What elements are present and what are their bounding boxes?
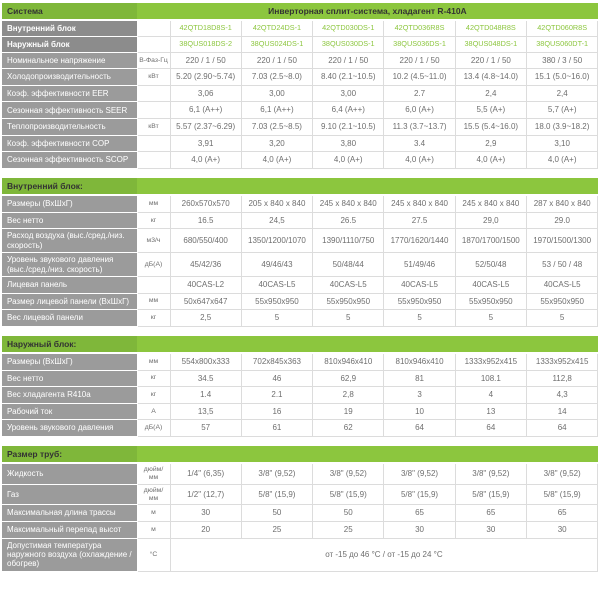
unit-label: кг	[137, 387, 170, 404]
spec-label: Уровень звукового давления (выс./сред./низ. скорость)	[2, 253, 137, 277]
system-title: Инверторная сплит-система, хладагент R-410A	[137, 3, 598, 20]
indoor-unit-row-label: Внутренний блок	[2, 20, 137, 36]
unit-label: В-Фаз-Гц	[137, 52, 170, 69]
section-title: Внутренний блок:	[2, 178, 137, 195]
spec-value: 26.5	[313, 212, 384, 229]
spec-value: 19	[313, 403, 384, 420]
spec-value: 64	[526, 420, 597, 437]
spec-label: Газ	[2, 484, 137, 505]
spec-value: 287 x 840 x 840	[526, 195, 597, 212]
spec-value: 34.5	[170, 370, 241, 387]
outdoor-model: 38QUS018DS-2	[170, 36, 241, 52]
spec-value: 2,8	[313, 387, 384, 404]
spec-value: 65	[455, 505, 526, 522]
table-row	[2, 538, 598, 571]
spec-label: Жидкость	[2, 463, 137, 484]
outdoor-model: 38QUS060DT-1	[526, 36, 597, 52]
spec-value: 810x946x410	[384, 353, 455, 370]
spec-value: 40CAS-L5	[313, 276, 384, 293]
unit-label: кг	[137, 212, 170, 229]
spec-value: 15.1 (5.0~16.0)	[526, 69, 597, 86]
spec-value: 13,5	[170, 403, 241, 420]
spec-value: 3.4	[384, 135, 455, 152]
spec-value: 30	[384, 521, 455, 538]
spec-label: Лицевая панель	[2, 276, 137, 293]
spec-value: 260x570x570	[170, 195, 241, 212]
unit-label: м3/ч	[137, 229, 170, 253]
spec-value: 13.4 (4.8~14.0)	[455, 69, 526, 86]
spec-value: 4,0 (A+)	[455, 152, 526, 169]
spec-label: Размеры (ВхШхГ)	[2, 195, 137, 212]
table-row	[2, 370, 598, 387]
section-title-fill	[137, 446, 598, 463]
spec-label: Расход воздуха (выс./сред./низ. скорость)	[2, 229, 137, 253]
spec-value: 40CAS-L5	[384, 276, 455, 293]
spec-value: 45/42/36	[170, 253, 241, 277]
spec-value: 1333x952x415	[526, 353, 597, 370]
spec-value: 4,3	[526, 387, 597, 404]
spec-value: 702x845x363	[241, 353, 312, 370]
spec-value: 2,4	[526, 85, 597, 102]
spec-table-section-2	[2, 336, 598, 437]
spec-value: 4,0 (A+)	[241, 152, 312, 169]
spec-value: 64	[384, 420, 455, 437]
indoor-model: 42QTD036R8S	[384, 20, 455, 36]
spec-value: 57	[170, 420, 241, 437]
table-row	[2, 212, 598, 229]
spec-value: 11.3 (3.7~13.7)	[384, 119, 455, 136]
spec-label: Номинальное напряжение	[2, 52, 137, 69]
table-row	[2, 253, 598, 277]
spec-value: 55x950x950	[384, 293, 455, 310]
spec-value: 27.5	[384, 212, 455, 229]
spec-value: 108.1	[455, 370, 526, 387]
outdoor-unit-row-label: Наружный блок	[2, 36, 137, 52]
spec-value: 3,06	[170, 85, 241, 102]
spec-table-section-3	[2, 446, 598, 572]
spec-value: 30	[455, 521, 526, 538]
spec-value: 20	[170, 521, 241, 538]
spec-value: 5	[526, 310, 597, 327]
spec-value: 3,00	[241, 85, 312, 102]
spec-label: Размеры (ВхШхГ)	[2, 353, 137, 370]
spec-value: 9.10 (2.1~10.5)	[313, 119, 384, 136]
table-row	[2, 310, 598, 327]
spec-value: 7.03 (2.5~8.0)	[241, 69, 312, 86]
spec-value: 1.4	[170, 387, 241, 404]
spec-value: 7.03 (2.5~8.5)	[241, 119, 312, 136]
table-row	[2, 102, 598, 119]
spec-value: 4	[455, 387, 526, 404]
indoor-model: 42QTD18D8S-1	[170, 20, 241, 36]
spec-value: 10.2 (4.5~11.0)	[384, 69, 455, 86]
spec-value: 51/49/46	[384, 253, 455, 277]
spec-value: 25	[313, 521, 384, 538]
spec-value: 5	[384, 310, 455, 327]
spec-value: 3/8" (9,52)	[241, 463, 312, 484]
unit-label: мм	[137, 293, 170, 310]
unit-label: А	[137, 403, 170, 420]
spec-value: 49/46/43	[241, 253, 312, 277]
spec-label: Размер лицевой панели (ВхШхГ)	[2, 293, 137, 310]
spec-value: 2,5	[170, 310, 241, 327]
unit-label	[137, 135, 170, 152]
spec-value: 5/8" (15,9)	[313, 484, 384, 505]
spec-value: 4,0 (A+)	[526, 152, 597, 169]
table-row	[2, 484, 598, 505]
table-row	[2, 403, 598, 420]
spec-label: Сезонная эффективность SCOP	[2, 152, 137, 169]
outdoor-model: 38QUS048DS-1	[455, 36, 526, 52]
spec-value: 50/48/44	[313, 253, 384, 277]
spec-value: 220 / 1 / 50	[241, 52, 312, 69]
spec-value: 3,20	[241, 135, 312, 152]
spec-value: 55x950x950	[241, 293, 312, 310]
spec-value: 554x800x333	[170, 353, 241, 370]
spec-value: 1350/1200/1070	[241, 229, 312, 253]
spec-value: 62	[313, 420, 384, 437]
unit-label: мм	[137, 353, 170, 370]
unit-label: дБ(А)	[137, 420, 170, 437]
spec-value: 30	[170, 505, 241, 522]
spec-value: 5,7 (A+)	[526, 102, 597, 119]
spec-table-main	[2, 3, 598, 169]
table-row	[2, 276, 598, 293]
spec-value: 14	[526, 403, 597, 420]
section-title-fill	[137, 178, 598, 195]
spec-label: Холодопроизводительность	[2, 69, 137, 86]
unit-label: дюйм/ мм	[137, 484, 170, 505]
spec-value: 3/8" (9,52)	[313, 463, 384, 484]
spec-value: 40CAS-L5	[455, 276, 526, 293]
section-title: Наружный блок:	[2, 336, 137, 353]
spec-table-section-1	[2, 178, 598, 327]
spec-value: 3/8" (9,52)	[384, 463, 455, 484]
table-row	[2, 353, 598, 370]
spec-value: 46	[241, 370, 312, 387]
spec-value: 3,91	[170, 135, 241, 152]
table-row	[2, 229, 598, 253]
table-row	[2, 463, 598, 484]
spec-value: 2,9	[455, 135, 526, 152]
spec-value: 245 x 840 x 840	[455, 195, 526, 212]
spec-value: 1870/1700/1500	[455, 229, 526, 253]
spec-value: 50x647x647	[170, 293, 241, 310]
spec-label: Уровень звукового давления	[2, 420, 137, 437]
spec-value: 52/50/48	[455, 253, 526, 277]
spec-value: 1/4" (6,35)	[170, 463, 241, 484]
spec-value: 380 / 3 / 50	[526, 52, 597, 69]
spec-value: 50	[313, 505, 384, 522]
spec-value: 1390/1110/750	[313, 229, 384, 253]
spec-value: 1770/1620/1440	[384, 229, 455, 253]
spec-value: 220 / 1 / 50	[170, 52, 241, 69]
spec-value: 50	[241, 505, 312, 522]
spec-label: Максимальная длина трассы	[2, 505, 137, 522]
spec-value: 5.20 (2.90~5.74)	[170, 69, 241, 86]
table-row	[2, 36, 598, 52]
spec-value: 3/8" (9,52)	[455, 463, 526, 484]
spec-value: 25	[241, 521, 312, 538]
spec-value: 5/8" (15,9)	[455, 484, 526, 505]
indoor-model: 42QTD060R8S	[526, 20, 597, 36]
system-label: Система	[2, 3, 137, 20]
section-header-row	[2, 336, 598, 353]
spec-value: 18.0 (3.9~18.2)	[526, 119, 597, 136]
spec-value: 3/8" (9,52)	[526, 463, 597, 484]
unit-label	[137, 85, 170, 102]
spec-value: 81	[384, 370, 455, 387]
spec-value: 5	[241, 310, 312, 327]
outdoor-model: 38QUS030DS-1	[313, 36, 384, 52]
table-row	[2, 293, 598, 310]
spec-value: 1970/1500/1300	[526, 229, 597, 253]
spec-value: 29,0	[455, 212, 526, 229]
section-title: Размер труб:	[2, 446, 137, 463]
spec-value: 64	[455, 420, 526, 437]
spec-value: 29.0	[526, 212, 597, 229]
outdoor-model: 38QUS024DS-1	[241, 36, 312, 52]
spec-value: 220 / 1 / 50	[455, 52, 526, 69]
spec-value: 220 / 1 / 50	[384, 52, 455, 69]
spec-value: 53 / 50 / 48	[526, 253, 597, 277]
spec-value: 65	[526, 505, 597, 522]
spec-label: Сезонная эффективность SEER	[2, 102, 137, 119]
spec-value: 15.5 (5.4~16.0)	[455, 119, 526, 136]
spec-value: 55x950x950	[313, 293, 384, 310]
indoor-model: 42QTD24DS-1	[241, 20, 312, 36]
spec-value: 3,80	[313, 135, 384, 152]
outdoor-model: 38QUS036DS-1	[384, 36, 455, 52]
unit-label	[137, 276, 170, 293]
spec-value: 4,0 (A+)	[313, 152, 384, 169]
spec-value: 6,1 (A++)	[241, 102, 312, 119]
spec-label: Коэф. эффективности EER	[2, 85, 137, 102]
spec-value: 680/550/400	[170, 229, 241, 253]
spec-value: 6,0 (A+)	[384, 102, 455, 119]
spec-value: 245 x 840 x 840	[313, 195, 384, 212]
unit-label: кг	[137, 370, 170, 387]
table-row	[2, 387, 598, 404]
spec-label: Вес лицевой панели	[2, 310, 137, 327]
unit-label	[137, 36, 170, 52]
spec-value: 245 x 840 x 840	[384, 195, 455, 212]
spec-label: Теплопроизводительность	[2, 119, 137, 136]
unit-label: кг	[137, 310, 170, 327]
spec-value: 55x950x950	[526, 293, 597, 310]
unit-label: мм	[137, 195, 170, 212]
section-title-fill	[137, 336, 598, 353]
indoor-model: 42QTD030DS-1	[313, 20, 384, 36]
spec-value: 40CAS-L2	[170, 276, 241, 293]
spec-value: 62,9	[313, 370, 384, 387]
spec-value: 2.1	[241, 387, 312, 404]
spec-value: 5/8" (15,9)	[384, 484, 455, 505]
indoor-model: 42QTD048R8S	[455, 20, 526, 36]
table-row	[2, 52, 598, 69]
spec-value: 2,4	[455, 85, 526, 102]
spec-value: 13	[455, 403, 526, 420]
spec-value: 10	[384, 403, 455, 420]
unit-label: дБ(А)	[137, 253, 170, 277]
spec-value: 24,5	[241, 212, 312, 229]
table-row	[2, 505, 598, 522]
spec-value: 1/2" (12,7)	[170, 484, 241, 505]
spec-value: 6,1 (A++)	[170, 102, 241, 119]
spec-label: Допустимая температура наружного воздуха (охлаждение / обогрев)	[2, 538, 137, 571]
spec-value: 3,00	[313, 85, 384, 102]
table-row	[2, 135, 598, 152]
spec-value-merged: от -15 до 46 °С / от -15 до 24 °С	[170, 538, 598, 571]
spec-value: 5	[455, 310, 526, 327]
spec-value: 3,10	[526, 135, 597, 152]
system-header-row	[2, 3, 598, 20]
spec-value: 4,0 (A+)	[170, 152, 241, 169]
spec-value: 1333x952x415	[455, 353, 526, 370]
section-header-row	[2, 178, 598, 195]
spec-value: 30	[526, 521, 597, 538]
spec-label: Вес нетто	[2, 370, 137, 387]
spec-label: Рабочий ток	[2, 403, 137, 420]
spec-value: 3	[384, 387, 455, 404]
spec-value: 5.57 (2.37~6.29)	[170, 119, 241, 136]
unit-label	[137, 152, 170, 169]
spec-label: Коэф. эффективности COP	[2, 135, 137, 152]
spec-value: 40CAS-L5	[526, 276, 597, 293]
spec-label: Максимальный перепад высот	[2, 521, 137, 538]
spec-value: 810x946x410	[313, 353, 384, 370]
spec-value: 220 / 1 / 50	[313, 52, 384, 69]
unit-label	[137, 20, 170, 36]
section-header-row	[2, 446, 598, 463]
unit-label: °С	[137, 538, 170, 571]
spec-value: 40CAS-L5	[241, 276, 312, 293]
spec-value: 65	[384, 505, 455, 522]
table-row	[2, 521, 598, 538]
table-row	[2, 85, 598, 102]
spec-value: 4,0 (A+)	[384, 152, 455, 169]
unit-label: кВт	[137, 69, 170, 86]
unit-label	[137, 102, 170, 119]
spec-value: 5	[313, 310, 384, 327]
table-row	[2, 420, 598, 437]
spec-label: Вес нетто	[2, 212, 137, 229]
spec-value: 61	[241, 420, 312, 437]
table-row	[2, 69, 598, 86]
spec-value: 16.5	[170, 212, 241, 229]
spec-value: 16	[241, 403, 312, 420]
table-row	[2, 195, 598, 212]
spec-value: 55x950x950	[455, 293, 526, 310]
table-row	[2, 119, 598, 136]
unit-label: кВт	[137, 119, 170, 136]
spec-label: Вес хладагента R410a	[2, 387, 137, 404]
spec-value: 6,4 (A++)	[313, 102, 384, 119]
spec-value: 5,5 (A+)	[455, 102, 526, 119]
unit-label: дюйм/ мм	[137, 463, 170, 484]
unit-label: м	[137, 505, 170, 522]
spec-value: 2.7	[384, 85, 455, 102]
spec-value: 112,8	[526, 370, 597, 387]
spec-value: 8.40 (2.1~10.5)	[313, 69, 384, 86]
table-row	[2, 152, 598, 169]
table-row	[2, 20, 598, 36]
unit-label: м	[137, 521, 170, 538]
spec-value: 5/8" (15,9)	[241, 484, 312, 505]
spec-value: 5/8" (15,9)	[526, 484, 597, 505]
spec-value: 205 x 840 x 840	[241, 195, 312, 212]
